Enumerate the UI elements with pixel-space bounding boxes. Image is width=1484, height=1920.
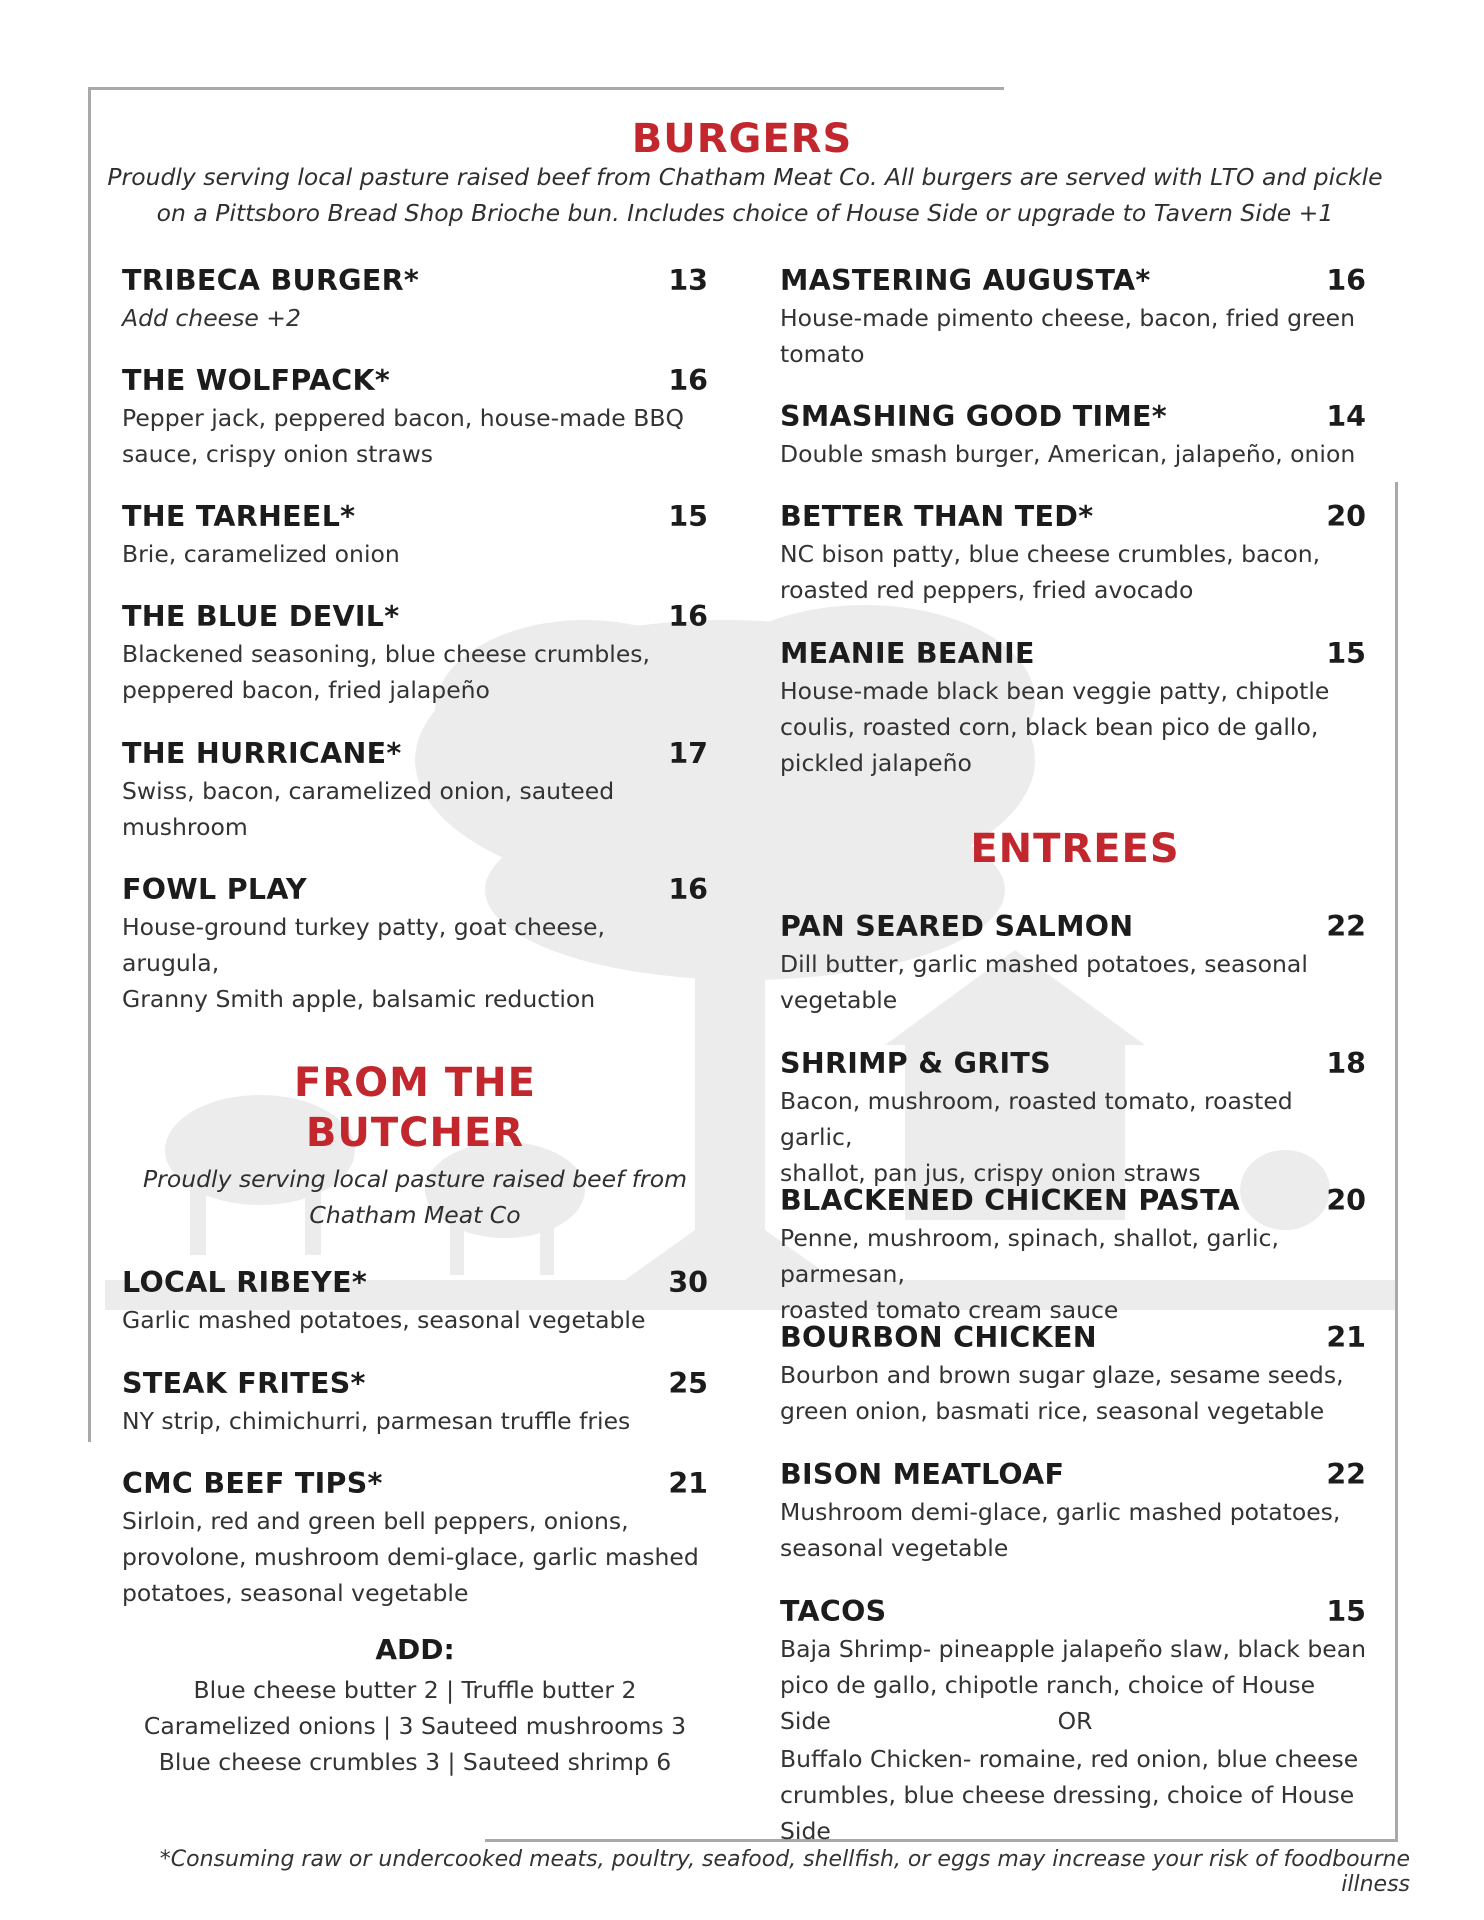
add-on-line: Blue cheese butter 2 | Truffle butter 2: [193, 1676, 637, 1704]
item-price: 22: [1326, 910, 1366, 943]
item-name: BISON MEATLOAF: [780, 1458, 1065, 1491]
menu-item-meanie-beanie: [780, 637, 1366, 781]
item-name: TRIBECA BURGER*: [122, 264, 420, 297]
item-name: BLACKENED CHICKEN PASTA: [780, 1184, 1240, 1217]
item-price: 30: [668, 1266, 708, 1299]
item-price: 20: [1326, 1184, 1366, 1217]
item-name: SMASHING GOOD TIME*: [780, 400, 1167, 433]
menu-item-mastering-augusta: [780, 264, 1366, 372]
frame-border-right: [1395, 482, 1398, 1842]
butcher-heading-line-1: FROM THE: [294, 1060, 536, 1106]
menu-item-tribeca-burger: [122, 264, 708, 336]
menu-item-blackened-chicken-pasta: [780, 1184, 1366, 1328]
item-name: STEAK FRITES*: [122, 1367, 366, 1400]
item-name: LOCAL RIBEYE*: [122, 1266, 368, 1299]
item-description: House-ground turkey patty, goat cheese, arugula, Granny Smith apple, balsamic reduction: [122, 913, 605, 1013]
menu-item-better-than-ted: [780, 500, 1366, 608]
menu-item-the-wolfpack: [122, 364, 708, 472]
item-price: 14: [1326, 400, 1366, 433]
butcher-intro-line-1: Proudly serving local pasture raised beef from: [143, 1165, 687, 1193]
menu-item-pan-seared-salmon: [780, 910, 1366, 1018]
menu-item-shrimp-and-grits: [780, 1047, 1366, 1191]
item-description: Bourbon and brown sugar glaze, sesame seeds, green onion, basmati rice, seasonal vegetable: [780, 1361, 1344, 1425]
item-description: House-made black bean veggie patty, chipotle coulis, roasted corn, black bean pico de gallo, pickled jalapeño: [780, 677, 1330, 777]
item-description: Baja Shrimp- pineapple jalapeño slaw, black bean pico de gallo, chipotle ranch, choice of House Side: [780, 1635, 1366, 1735]
menu-item-bourbon-chicken: [780, 1321, 1366, 1429]
item-price: 21: [668, 1467, 708, 1500]
item-description: Garlic mashed potatoes, seasonal vegetable: [122, 1306, 646, 1334]
item-name: MEANIE BEANIE: [780, 637, 1035, 670]
item-description: House-made pimento cheese, bacon, fried green tomato: [780, 304, 1356, 368]
butcher-heading-line-2: BUTCHER: [305, 1110, 525, 1156]
item-price: 15: [1326, 637, 1366, 670]
frame-border-top: [88, 87, 1004, 90]
menu-item-the-hurricane: [122, 737, 708, 845]
item-description: Bacon, mushroom, roasted tomato, roasted garlic, shallot, pan jus, crispy onion straws: [780, 1087, 1293, 1187]
item-description: Swiss, bacon, caramelized onion, sauteed mushroom: [122, 777, 615, 841]
item-price: 15: [668, 500, 708, 533]
menu-item-the-tarheel: [122, 500, 708, 572]
item-name: MASTERING AUGUSTA*: [780, 264, 1151, 297]
add-on-line: Blue cheese crumbles 3 | Sauteed shrimp 6: [158, 1748, 672, 1776]
menu-item-bison-meatloaf: [780, 1458, 1366, 1566]
item-name: BETTER THAN TED*: [780, 500, 1094, 533]
item-name: THE TARHEEL*: [122, 500, 356, 533]
item-description: Double smash burger, American, jalapeño, onion: [780, 440, 1356, 468]
item-description: Pepper jack, peppered bacon, house-made BBQ sauce, crispy onion straws: [122, 404, 684, 468]
menu-item-cmc-beef-tips: [122, 1467, 708, 1611]
item-description: NC bison patty, blue cheese crumbles, bacon, roasted red peppers, fried avocado: [780, 540, 1321, 604]
item-price: 13: [668, 264, 708, 297]
item-description: NY strip, chimichurri, parmesan truffle fries: [122, 1407, 631, 1435]
item-price: 22: [1326, 1458, 1366, 1491]
item-name: FOWL PLAY: [122, 873, 307, 906]
raw-food-disclaimer: *Consuming raw or undercooked meats, poultry, seafood, shellfish, or eggs may increase your risk of foodbourne illness: [159, 1847, 1410, 1897]
tacos-or-separator: OR: [1057, 1707, 1093, 1735]
add-ons-title: ADD:: [375, 1633, 455, 1666]
item-description: Mushroom demi-glace, garlic mashed potatoes, seasonal vegetable: [780, 1498, 1341, 1562]
menu-item-smashing-good-time: [780, 400, 1366, 472]
item-description: Dill butter, garlic mashed potatoes, seasonal vegetable: [780, 950, 1308, 1014]
item-name: TACOS: [780, 1595, 887, 1628]
item-price: 21: [1326, 1321, 1366, 1354]
burgers-heading: BURGERS: [631, 116, 853, 162]
item-price: 25: [668, 1367, 708, 1400]
burgers-intro-line-2: on a Pittsboro Bread Shop Brioche bun. Includes choice of House Side or upgrade to Tavern Side +1: [156, 199, 1334, 227]
item-description: Add cheese +2: [122, 304, 301, 332]
item-price: 18: [1326, 1047, 1366, 1080]
item-name: BOURBON CHICKEN: [780, 1321, 1097, 1354]
item-price: 15: [1326, 1595, 1366, 1628]
menu-item-local-ribeye: [122, 1266, 708, 1338]
item-price: 16: [668, 873, 708, 906]
item-description: Penne, mushroom, spinach, shallot, garlic, parmesan, roasted tomato cream sauce: [780, 1224, 1279, 1324]
item-name: THE WOLFPACK*: [122, 364, 391, 397]
item-price: 16: [668, 600, 708, 633]
item-description: Brie, caramelized onion: [122, 540, 400, 568]
tacos-alternative-description: Buffalo Chicken- romaine, red onion, blue cheese crumbles, blue cheese dressing, choice of House Side: [780, 1745, 1359, 1845]
item-price: 16: [668, 364, 708, 397]
item-description: Blackened seasoning, blue cheese crumbles, peppered bacon, fried jalapeño: [122, 640, 650, 704]
item-price: 16: [1326, 264, 1366, 297]
menu-item-the-blue-devil: [122, 600, 708, 708]
butcher-intro-line-2: Chatham Meat Co: [309, 1201, 521, 1229]
item-name: THE HURRICANE*: [122, 737, 402, 770]
add-on-line: Caramelized onions | 3 Sauteed mushrooms 3: [143, 1712, 687, 1740]
item-name: THE BLUE DEVIL*: [122, 600, 400, 633]
menu-item-fowl-play: [122, 873, 708, 1017]
item-name: PAN SEARED SALMON: [780, 910, 1134, 943]
item-price: 17: [668, 737, 708, 770]
menu-item-steak-frites: [122, 1367, 708, 1439]
item-price: 20: [1326, 500, 1366, 533]
entrees-heading: ENTREES: [970, 826, 1180, 872]
frame-border-left: [88, 87, 91, 1442]
item-name: CMC BEEF TIPS*: [122, 1467, 383, 1500]
item-description: Sirloin, red and green bell peppers, onions, provolone, mushroom demi-glace, garlic mashed potatoes, seasonal vegetable: [122, 1507, 699, 1607]
burgers-intro-line-1: Proudly serving local pasture raised beef from Chatham Meat Co. All burgers are served with LTO and pickle: [107, 163, 1383, 191]
item-name: SHRIMP & GRITS: [780, 1047, 1051, 1080]
